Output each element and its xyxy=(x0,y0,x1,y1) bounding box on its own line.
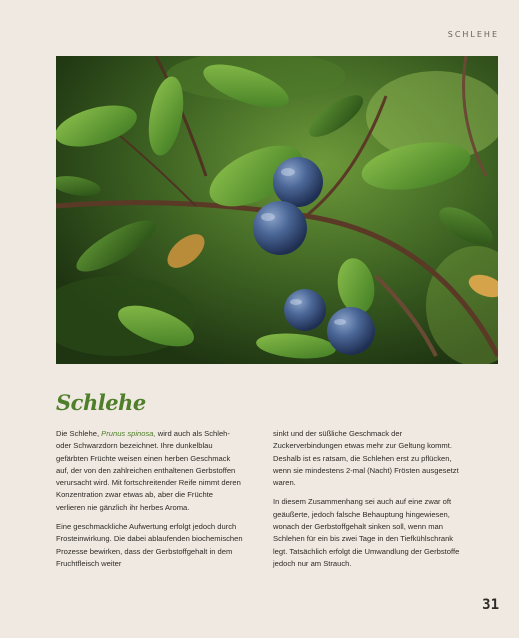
section-heading: Schlehe xyxy=(56,390,146,415)
blackthorn-illustration xyxy=(56,56,498,364)
text-column-left xyxy=(56,428,244,577)
blackthorn-photo xyxy=(56,56,498,364)
latin-name: Prunus spinosa, xyxy=(101,429,156,438)
paragraph: sinkt und der süßliche Geschmack der Zuckerverbindungen etwas mehr zur Geltung kommt. Deshalb ist es ratsam, die Schlehen erst zu pflücken, wenn sie mindestens 2-mal (Nacht) Frösten ausgesetzt waren. xyxy=(273,429,459,488)
paragraph: Eine geschmackliche Aufwertung erfolgt jedoch durch Frosteinwirkung. Die dabei ablaufenden biochemischen Prozesse bewirken, dass der Gerbstoffgehalt in dem Fruchtfleisch weiter xyxy=(56,522,243,568)
paragraph xyxy=(56,428,244,514)
text-run: Die Schlehe, xyxy=(56,429,102,438)
text-run: wird auch als Schleh- oder Schwarzdorn bezeichnet. Ihre dunkelblau gefärbten Früchte weisen einen herben Geschmack auf, der von den zahlreichen enthaltenen Gerbstoffen verursacht wird. Mit fortschreitender Reife nimmt deren Konzentration zwar etwas ab, aber die Früchte verlieren nie gänzlich ihr herbes Aroma. xyxy=(56,429,241,512)
text-column-right xyxy=(273,428,461,577)
paragraph: In diesem Zusammenhang sei auch auf eine zwar oft geäußerte, jedoch falsche Behauptung hingewiesen, wonach der Gerbstoffgehalt sinken soll, wenn man Schlehen für ein bis zwei Tage in den Tiefkühlschrank legt. Tatsächlich erfolgt die Umwandlung der Gerbstoffe jedoch nur am Strauch. xyxy=(273,497,460,568)
page-number: 31 xyxy=(482,597,499,613)
running-head: SCHLEHE xyxy=(447,30,499,39)
